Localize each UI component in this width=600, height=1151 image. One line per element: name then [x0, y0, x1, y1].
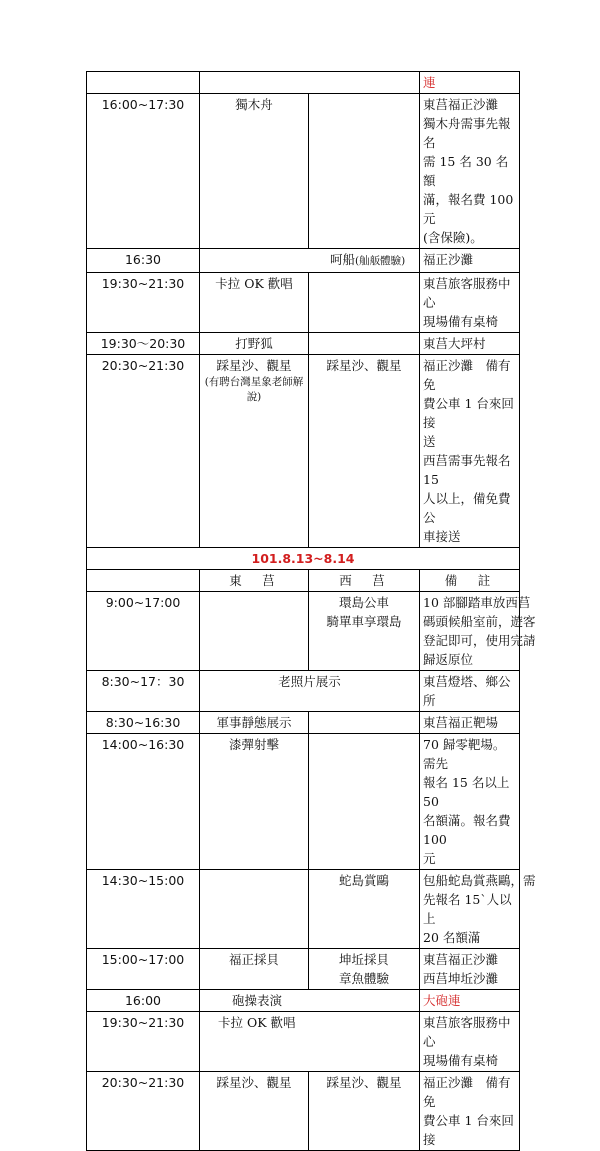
activity-cell-west: 坤坵採貝 章魚體驗 [309, 949, 420, 990]
activity-cell-west: 蛇島賞鷗 [309, 870, 420, 949]
table-row [87, 734, 520, 870]
time-cell: 16:30 [87, 249, 200, 273]
note-cell: 福正沙灘 [420, 249, 520, 273]
activity-cell-east: 踩星沙、觀星 [200, 1072, 309, 1151]
time-cell: 20:30~21:30 [87, 355, 200, 548]
table-row [87, 949, 520, 990]
activity-cell: 老照片展示 [200, 671, 420, 712]
note-cell: 70 歸零靶場。需先 報名 15 名以上 50 名額滿。報名費100 元 [420, 734, 520, 870]
header-note: 備 註 [420, 570, 520, 592]
activity-cell-east: 踩星沙、觀星 (有聘台灣星象老師解說) [200, 355, 309, 548]
table-row [87, 990, 520, 1012]
time-cell: 20:30~21:30 [87, 1072, 200, 1151]
activity-cell: 砲操表演 [200, 990, 420, 1012]
table-row [87, 333, 520, 355]
time-cell: 19:30~21:30 [87, 1012, 200, 1072]
activity-cell-west: 踩星沙、觀星 [309, 1072, 420, 1151]
note-cell: 福正沙灘 備有免 費公車 1 台來回接 送 西莒需事先報名 15 人以上，備免費公 車接送 [420, 355, 520, 548]
note-cell: 東莒大坪村 [420, 333, 520, 355]
table-row [87, 94, 520, 249]
activity-cell: 漆彈射擊 [200, 734, 309, 870]
table-row [87, 712, 520, 734]
note-cell: 東莒燈塔、鄉公所 [420, 671, 520, 712]
time-cell: 9:00~17:00 [87, 592, 200, 671]
table-row [87, 355, 520, 548]
table-row [87, 72, 520, 94]
time-cell: 16:00 [87, 990, 200, 1012]
activity-cell-west: 踩星沙、觀星 [309, 355, 420, 548]
note-cell: 東莒福正沙灘 西莒坤坵沙灘 [420, 949, 520, 990]
time-cell: 14:30~15:00 [87, 870, 200, 949]
time-cell: 19:30~21:30 [87, 273, 200, 333]
note-cell: 大砲連 [420, 990, 520, 1012]
note-cell: 東莒福正靶場 [420, 712, 520, 734]
date-row [87, 548, 520, 570]
note-cell: 連 [420, 72, 520, 94]
header-west: 西 莒 [309, 570, 420, 592]
table-row [87, 273, 520, 333]
table-row [87, 870, 520, 949]
time-cell: 8:30~17：30 [87, 671, 200, 712]
note-cell: 10 部腳踏車放西莒 碼頭候船室前，遊客 登記即可，使用完請 歸返原位 [420, 592, 520, 671]
table-row [87, 249, 520, 273]
note-cell: 東莒旅客服務中心 現場備有桌椅 [420, 1012, 520, 1072]
activity-cell-west: 環島公車 騎單車享環島 [309, 592, 420, 671]
note-cell: 包船蛇島賞燕鷗，需 先報名 15`人以上 20 名額滿 [420, 870, 520, 949]
header-row [87, 570, 520, 592]
time-cell: 15:00~17:00 [87, 949, 200, 990]
time-cell: 8:30~16:30 [87, 712, 200, 734]
time-cell: 16:00~17:30 [87, 94, 200, 249]
note-cell: 東莒旅客服務中心 現場備有桌椅 [420, 273, 520, 333]
date-heading: 101.8.13~8.14 [87, 548, 520, 570]
activity-cell: 獨木舟 [200, 94, 309, 249]
activity-cell: 呵船(舢舨體驗) [200, 249, 420, 273]
table-row [87, 1012, 520, 1072]
activity-cell: 打野狐 [200, 333, 309, 355]
table-row [87, 1072, 520, 1151]
header-east: 東 莒 [200, 570, 309, 592]
activity-cell-east: 福正採貝 [200, 949, 309, 990]
table-row [87, 592, 520, 671]
activity-cell: 卡拉 OK 歡唱 [200, 273, 309, 333]
time-cell: 19:30～20:30 [87, 333, 200, 355]
note-cell: 東莒福正沙灘 獨木舟需事先報名 需 15 名 30 名額 滿，報名費 100 元 (含保險)。 [420, 94, 520, 249]
activity-cell: 卡拉 OK 歡唱 [200, 1012, 420, 1072]
note-cell: 福正沙灘 備有免 費公車 1 台來回接 [420, 1072, 520, 1151]
time-cell: 14:00~16:30 [87, 734, 200, 870]
schedule-table [86, 71, 536, 1151]
activity-cell: 軍事靜態展示 [200, 712, 309, 734]
table-row [87, 671, 520, 712]
